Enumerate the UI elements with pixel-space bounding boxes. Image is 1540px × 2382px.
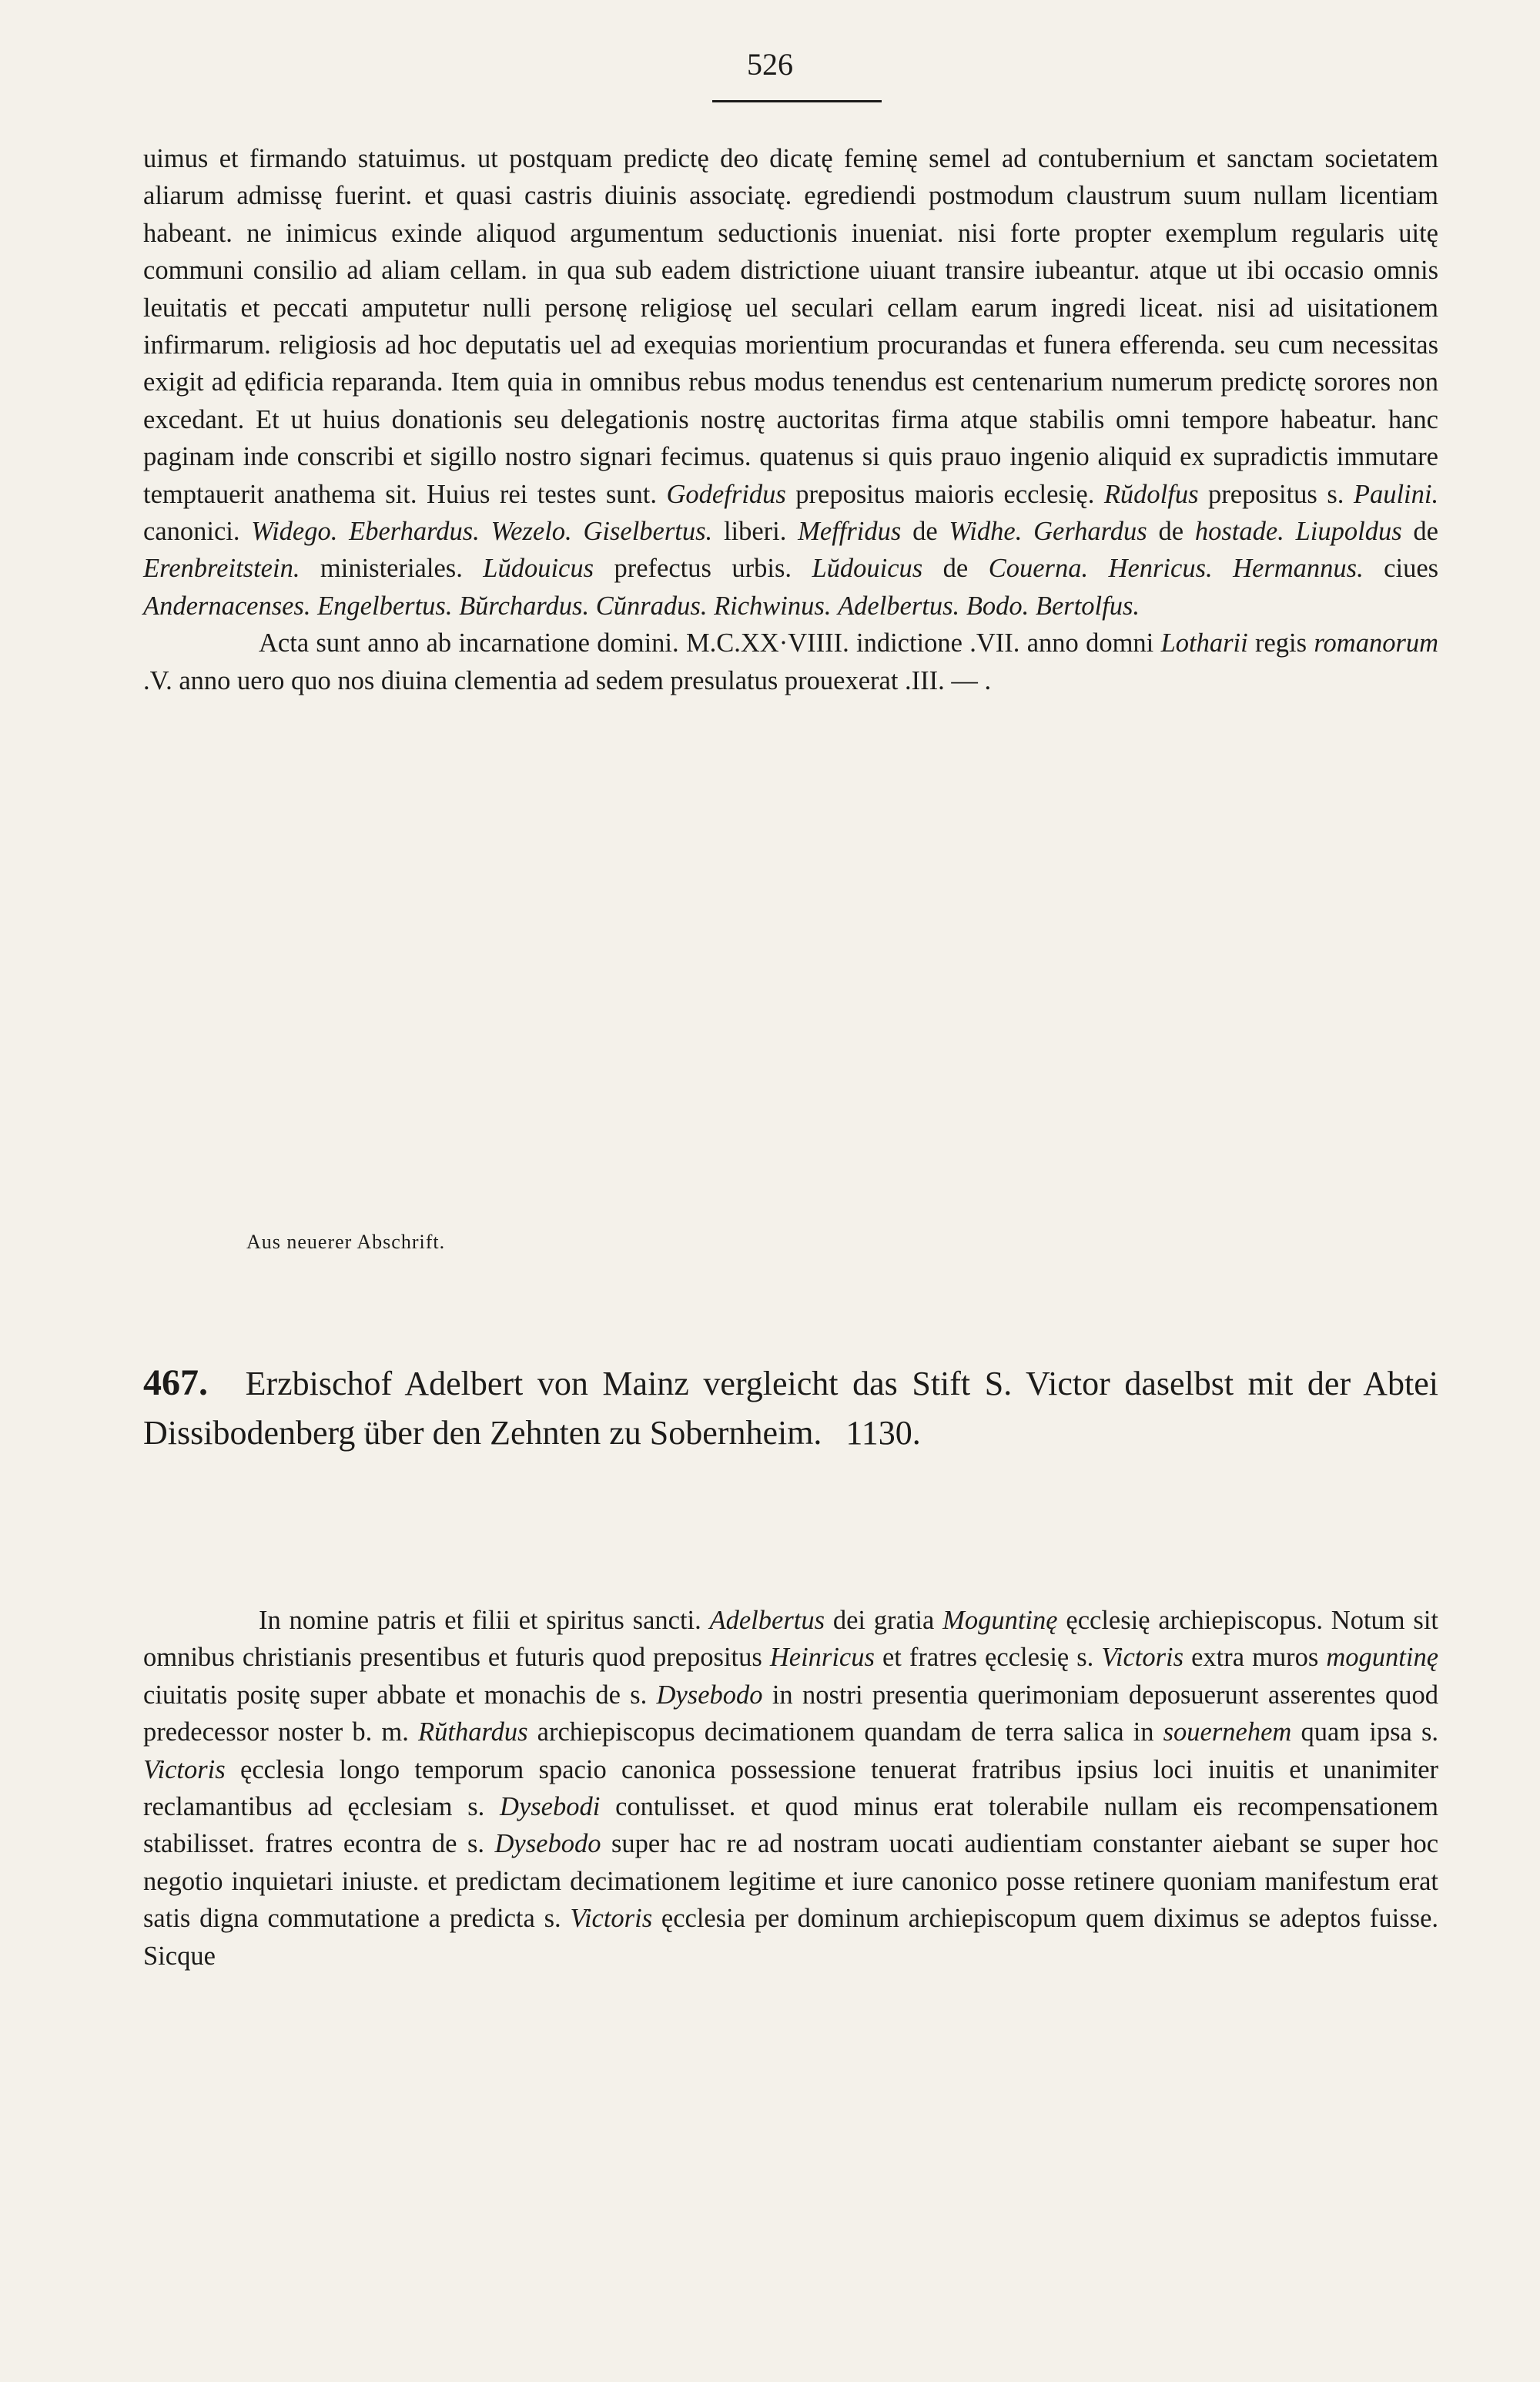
charter-467-name: moguntinę (1326, 1643, 1439, 1673)
dating-name: romanorum (1314, 628, 1439, 658)
charter-467-text: ciuitatis positę super abbate et monachis de s. (143, 1680, 648, 1710)
charter-466-continuation (143, 140, 1438, 699)
charter-467-text: contulisset. et quod minus erat tolerabile nullam eis recompensationem stabilisset. fratres econtra de s. (143, 1792, 1439, 1859)
witness-name: Meffridus (798, 517, 902, 547)
witness-text: de (912, 517, 938, 547)
dating-text: Acta sunt anno ab incarnatione domini. M.C.XX·VIIII. indictione .VII. anno domni (259, 628, 1154, 658)
charter-year: 1130. (845, 1414, 921, 1452)
witness-text: ministeriales. (320, 554, 463, 584)
charter-467-name: Victoris (570, 1904, 653, 1934)
dating-name: Lotharii (1160, 628, 1248, 658)
witness-text: ciues (1384, 554, 1439, 584)
charter-467-name: souernehem (1163, 1717, 1292, 1747)
charter-467-name: Dysebodo (494, 1829, 601, 1859)
witness-text: canonici. (143, 517, 240, 547)
charter-467-paragraph (143, 1602, 1438, 1975)
witness-name: Paulini. (1353, 479, 1439, 509)
witness-text: prepositus s. (1208, 479, 1344, 509)
page-number: 526 (747, 47, 793, 82)
charter-title: Erzbischof Adelbert von Mainz vergleicht das Stift S. Victor daselbst mit der Abtei Dissibodenberg über den Zehnten zu Sobernheim. (143, 1365, 1439, 1452)
witness-name: Couerna. (988, 554, 1089, 584)
charter-467-text: ęcclesię archiepiscopus. Notum sit omnibus christianis presentibus et futuris quod prepositus (143, 1606, 1439, 1673)
charter-number: 467. (143, 1362, 208, 1403)
witness-name: Richwinus. (714, 591, 832, 621)
charter-467-body (143, 1602, 1438, 1975)
dating-clause (143, 625, 1438, 699)
witness-text: liberi. (723, 517, 787, 547)
witness-name: Gerhardus (1033, 517, 1147, 547)
dating-text: regis (1255, 628, 1307, 658)
witness-name: Andernacenses. (143, 591, 311, 621)
charter-467-text: ęcclesia longo temporum spacio canonica possessione tenuerat fratribus ipsius loci inuitis et unanimiter reclamantibus ad ęcclesiam s. (143, 1754, 1438, 1822)
source-note: Aus neuerer Abschrift. (246, 1231, 446, 1253)
witness-text: de (942, 554, 969, 584)
witness-text: de (1158, 517, 1184, 547)
witness-name: hostade. (1194, 517, 1284, 547)
witness-name: Liupoldus (1295, 517, 1402, 547)
charter-467-text: dei gratia (832, 1606, 935, 1635)
witness-name: Lŭdouicus (483, 554, 594, 584)
witness-name: Wezelo. (490, 517, 572, 547)
witness-name: Godefridus (666, 479, 786, 509)
witness-text: prefectus urbis. (614, 554, 792, 584)
charter-467-heading (143, 1359, 1438, 1458)
witness-name: Giselbertus. (583, 517, 713, 547)
charter-467-text: quam ipsa s. (1301, 1717, 1439, 1747)
witness-name: Widego. (251, 517, 338, 547)
witness-name: Bertolfus. (1035, 591, 1140, 621)
charter-467-name: Dysebodi (500, 1792, 601, 1822)
witness-name: Eberhardus. (349, 517, 480, 547)
witness-name: Rŭdolfus (1103, 479, 1199, 509)
charter-467-name: Adelbertus (709, 1606, 825, 1635)
witness-name: Lŭdouicus (812, 554, 923, 584)
charter-467-text: super hac re ad nostram uocati audientiam constanter aiebant se super hoc negotio inquietari iniuste. et predictam decimationem legitime et iure canonico posse retinere quoniam manifestum erat satis digna commutatione a predicta s. (143, 1829, 1439, 1934)
charter-467-name: Heinricus (769, 1643, 875, 1673)
witness-text: de (1413, 517, 1438, 547)
charter-467-name: Dysebodo (656, 1680, 763, 1710)
charter-467-text: archiepiscopus decimationem quandam de terra salica in (537, 1717, 1154, 1747)
dating-text: .V. anno uero quo nos diuina clementia ad sedem presulatus prouexerat .III. — . (143, 665, 992, 695)
witness-name: Erenbreitstein. (143, 554, 300, 584)
charter-467-text: extra muros (1191, 1643, 1319, 1673)
charter-467-text: In nomine patris et filii et spiritus sancti. (259, 1606, 701, 1635)
charter-467-text: ęcclesia per dominum archiepiscopum quem diximus se adeptos fuisse. Sicque (143, 1904, 1439, 1971)
charter-467-name: Rŭthardus (418, 1717, 528, 1747)
witness-name: Widhe. (949, 517, 1023, 547)
witness-name: Bodo. (966, 591, 1029, 621)
witness-name: Cŭnradus. (595, 591, 708, 621)
charter-467-name: Moguntinę (942, 1606, 1058, 1635)
charter-467-name: Victoris (143, 1754, 226, 1784)
charter-467-name: Victoris (1101, 1643, 1184, 1673)
witness-name: Henricus. (1108, 554, 1213, 584)
witness-name: Engelbertus. (317, 591, 453, 621)
witness-name: Hermannus. (1233, 554, 1364, 584)
charter-466-paragraph (143, 140, 1438, 625)
charter-466-body-text: uimus et firmando statuimus. ut postquam predictę deo dicatę feminę semel ad contubernium et sanctam societatem aliarum admissę fuerint. et quasi castris diuinis associatę. egrediendi postmodum claustrum suum nullam licentiam habeant. ne inimicus exinde aliquod argumentum seductionis inueniat. nisi forte propter exemplum regularis uitę communi consilio ad aliam cellam. in qua sub eadem districtione uiuant transire iubeantur. atque ut ibi occasio omnis leuitatis et peccati amputetur nulli personę religiosę uel seculari cellam earum ingredi liceat. nisi ad uisitationem infirmarum. religiosis ad hoc deputatis uel ad exequias morientium procurandas et funera efferenda. seu cum necessitas exigit ad ędificia reparanda. Item quia in omnibus rebus modus tenendus est centenarium numerum predictę sorores non excedant. Et ut huius donationis seu delegationis nostrę auctoritas firma atque stabilis omni tempore habeatur. hanc paginam inde conscribi et sigillo nostro signari fecimus. quatenus si quis prauo ingenio aliquid ex supradictis immutare temptauerit anathema sit. Huius rei testes sunt. (143, 144, 1438, 509)
witness-text: prepositus maioris ecclesię. (795, 479, 1095, 509)
header-rule (712, 100, 882, 102)
witness-name: Adelbertus. (838, 591, 960, 621)
charter-467-text: et fratres ęcclesię s. (882, 1643, 1094, 1673)
charter-467-text: in nostri presentia querimoniam deposuerunt asserentes quod predecessor noster b. m. (143, 1680, 1439, 1747)
witness-name: Bŭrchardus. (459, 591, 590, 621)
